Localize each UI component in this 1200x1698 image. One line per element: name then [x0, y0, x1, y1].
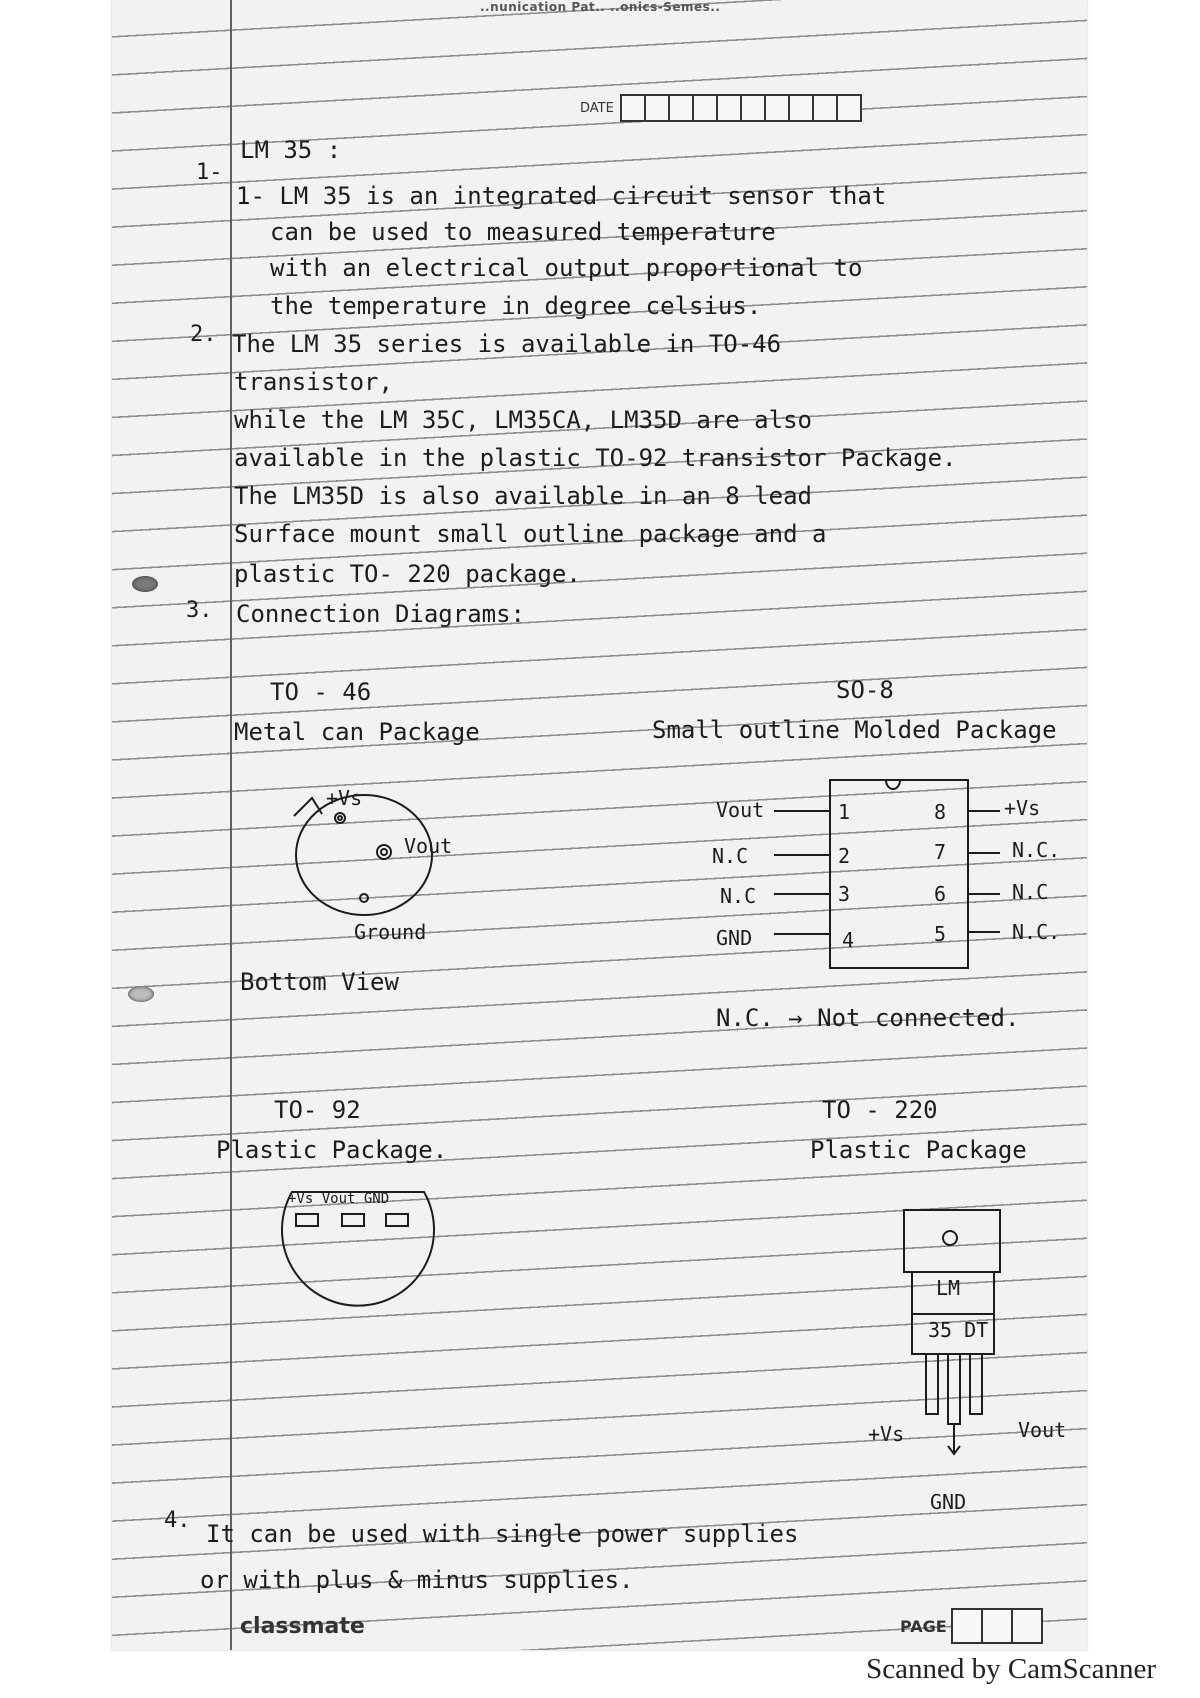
item-number: 4.	[164, 1508, 191, 1533]
so8-left-pin-label: N.C	[712, 844, 749, 868]
to92-subtitle: Plastic Package.	[216, 1136, 448, 1164]
text-line: transistor,	[234, 368, 393, 396]
heading: LM 35 :	[240, 136, 342, 164]
text-line: Surface mount small outline package and a	[234, 520, 827, 548]
to46-caption: Bottom View	[240, 968, 399, 996]
so8-chip	[770, 776, 1000, 972]
so8-left-pin-label: Vout	[716, 798, 765, 822]
to220-title: TO - 220	[822, 1096, 938, 1124]
so8-title: SO-8	[836, 676, 894, 704]
to92-title: TO- 92	[274, 1096, 361, 1124]
so8-pin-number: 6	[934, 882, 947, 906]
page-cells	[953, 1608, 1043, 1644]
to46-title: TO - 46	[270, 678, 372, 706]
so8-right-pin-label: N.C.	[1012, 920, 1061, 944]
so8-note: N.C. → Not connected.	[716, 1004, 1020, 1032]
so8-pin-number: 4	[842, 928, 855, 952]
to220-pin-vs: +Vs	[868, 1422, 905, 1446]
so8-pin-number: 7	[934, 840, 947, 864]
to220-pin-vout: Vout	[1018, 1418, 1067, 1442]
page-label: PAGE	[900, 1616, 947, 1636]
brand-logo: classmate	[240, 1614, 365, 1639]
to92-pins: +Vs Vout GND	[288, 1191, 390, 1207]
to46-pin-gnd: Ground	[354, 920, 427, 944]
item-number: 2.	[190, 322, 217, 347]
text-line: 1- LM 35 is an integrated circuit sensor that	[236, 182, 887, 210]
item-number: 3.	[186, 598, 213, 623]
text-line: the temperature in degree celsius.	[270, 292, 762, 320]
so8-right-pin-label: +Vs	[1004, 796, 1041, 820]
text-line: The LM35D is also available in an 8 lead	[234, 482, 812, 510]
text-line: available in the plastic TO-92 transistor Package.	[234, 444, 957, 472]
so8-left-pin-label: GND	[716, 926, 753, 950]
text-line: can be used to measured temperature	[270, 218, 776, 246]
date-label: DATE	[580, 100, 614, 116]
so8-pin-number: 5	[934, 922, 947, 946]
to220-pin-gnd: GND	[930, 1490, 967, 1514]
to46-diagram	[290, 780, 490, 944]
text-line: with an electrical output proportional to	[270, 254, 863, 282]
to46-pin-vs: +Vs	[326, 786, 363, 810]
date-cells	[622, 94, 862, 122]
text-line: Connection Diagrams:	[236, 600, 525, 628]
so8-pin-number: 8	[934, 800, 947, 824]
so8-pin-number: 3	[838, 882, 851, 906]
to220-body-line1: LM	[936, 1276, 961, 1300]
text-line: or with plus & minus supplies.	[200, 1566, 634, 1594]
so8-subtitle: Small outline Molded Package	[652, 716, 1057, 744]
margin-line	[230, 0, 232, 1650]
scan-header-text: ..nunication Pat.. ..onics-Semes..	[480, 0, 721, 14]
to220-subtitle: Plastic Package	[810, 1136, 1027, 1164]
to46-pin-vout: Vout	[404, 834, 453, 858]
so8-left-pin-label: N.C	[720, 884, 757, 908]
to46-subtitle: Metal can Package	[234, 718, 480, 746]
page-field	[900, 1608, 1043, 1644]
so8-pin-number: 2	[838, 844, 851, 868]
binder-hole	[132, 576, 158, 592]
so8-right-pin-label: N.C	[1012, 880, 1049, 904]
scanner-watermark: Scanned by CamScanner	[866, 1653, 1156, 1685]
text-line: while the LM 35C, LM35CA, LM35D are also	[234, 406, 812, 434]
binder-hole	[128, 986, 154, 1002]
text-line: The LM 35 series is available in TO-46	[232, 330, 782, 358]
so8-pin-number: 1	[838, 800, 851, 824]
text-line: It can be used with single power supplies	[206, 1520, 799, 1548]
item-number: 1-	[196, 160, 223, 185]
text-line: plastic TO- 220 package.	[234, 560, 581, 588]
to220-body-line2: 35 DT	[928, 1318, 989, 1342]
date-field	[580, 94, 862, 122]
so8-right-pin-label: N.C.	[1012, 838, 1061, 862]
